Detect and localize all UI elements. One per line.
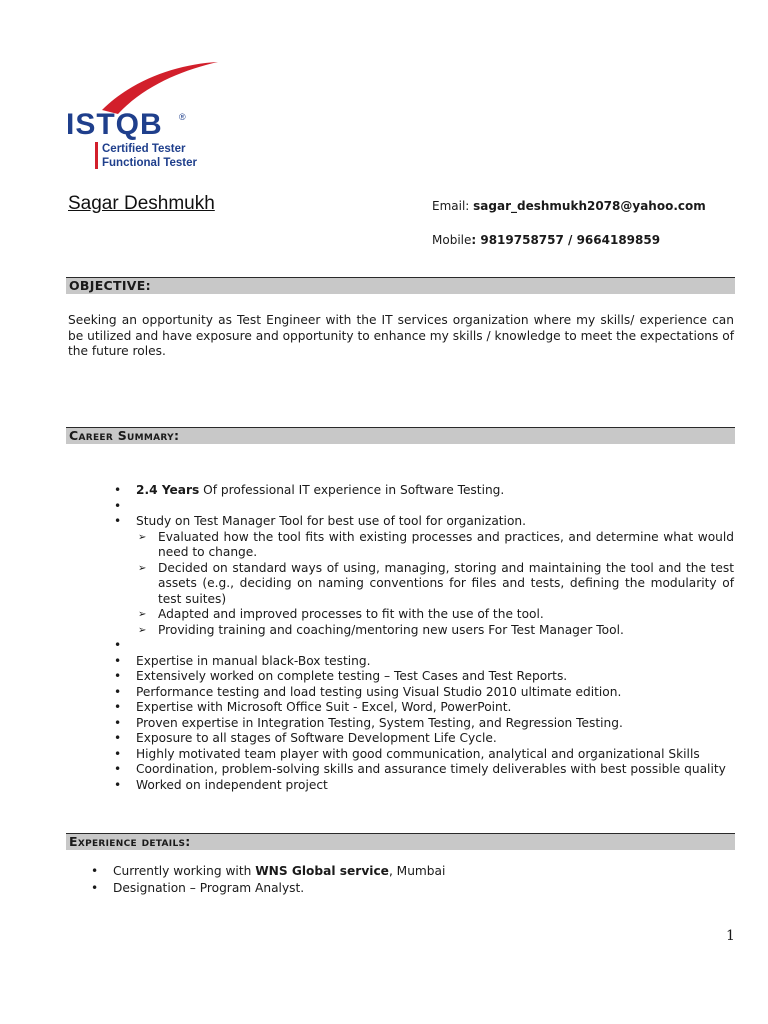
study-text: Study on Test Manager Tool for best use of tool for organization. — [136, 514, 527, 528]
sub-item: ➢ Providing training and coaching/mentoring new users For Test Manager Tool. — [136, 623, 734, 639]
list-item: • Highly motivated team player with good communication, analytical and organizational Skills — [114, 747, 734, 763]
current-suffix: , Mumbai — [388, 864, 446, 878]
sub-item: ➢ Evaluated how the tool fits with existing processes and practices, and determine what would need to change. — [136, 530, 734, 561]
list-item: • Exposure to all stages of Software Development Life Cycle. — [114, 731, 734, 747]
list-item: • Coordination, problem-solving skills and assurance timely deliverables with best possible quality — [114, 762, 734, 778]
career-summary-heading: Career Summary: — [66, 427, 735, 444]
list-item — [114, 483, 734, 499]
years-text: Of professional IT experience in Software Testing. — [199, 483, 505, 497]
list-item — [91, 863, 731, 880]
list-item: • Extensively worked on complete testing – Test Cases and Test Reports. — [114, 669, 734, 685]
sub-item: ➢ Decided on standard ways of using, managing, storing and maintaining the tool and the test assets (e.g., deciding on naming conventions for files and tests, defining the modularity of test suites) — [136, 561, 734, 608]
objective-heading: OBJECTIVE: — [66, 277, 735, 294]
logo-line1: Certified Tester — [102, 143, 186, 155]
mobile-line — [432, 233, 660, 247]
logo-accent-bar — [95, 142, 98, 169]
list-item: • Designation – Program Analyst. — [91, 880, 731, 897]
candidate-name: Sagar Deshmukh — [68, 193, 215, 214]
objective-text: Seeking an opportunity as Test Engineer with the IT services organization where my skills/ experience can be utilized and have exposure and opportunity to enhance my skills / knowledge to meet the expectations of the future roles. — [68, 313, 734, 358]
experience-heading: Experience details: — [66, 833, 735, 850]
logo-brand: ISTQB — [66, 108, 163, 141]
list-item — [114, 514, 734, 638]
current-prefix: Currently working with — [113, 864, 256, 878]
career-summary-list — [114, 483, 734, 793]
logo-line2: Functional Tester — [102, 157, 197, 169]
logo-registered: ® — [179, 112, 186, 122]
spacer — [114, 499, 734, 515]
company-name: WNS Global service — [255, 864, 389, 878]
list-item: • Performance testing and load testing using Visual Studio 2010 ultimate edition. — [114, 685, 734, 701]
list-item: • Expertise with Microsoft Office Suit - Excel, Word, PowerPoint. — [114, 700, 734, 716]
sub-list — [136, 530, 734, 639]
list-item: • Expertise in manual black-Box testing. — [114, 654, 734, 670]
page-number: 1 — [726, 928, 735, 944]
list-item: • Proven expertise in Integration Testing, System Testing, and Regression Testing. — [114, 716, 734, 732]
swoosh-shape — [102, 62, 218, 114]
email-value[interactable]: sagar_deshmukh2078@yahoo.com — [473, 199, 706, 213]
mobile-label: Mobile — [432, 233, 472, 247]
list-item: • Worked on independent project — [114, 778, 734, 794]
istqb-logo — [62, 58, 222, 173]
email-label: Email: — [432, 199, 474, 213]
mobile-value: : 9819758757 / 9664189859 — [471, 233, 661, 247]
experience-list — [91, 863, 731, 897]
email-line — [432, 199, 706, 213]
sub-item: ➢ Adapted and improved processes to fit with the use of the tool. — [136, 607, 734, 623]
years-bold: 2.4 Years — [136, 483, 200, 497]
spacer — [114, 638, 734, 654]
